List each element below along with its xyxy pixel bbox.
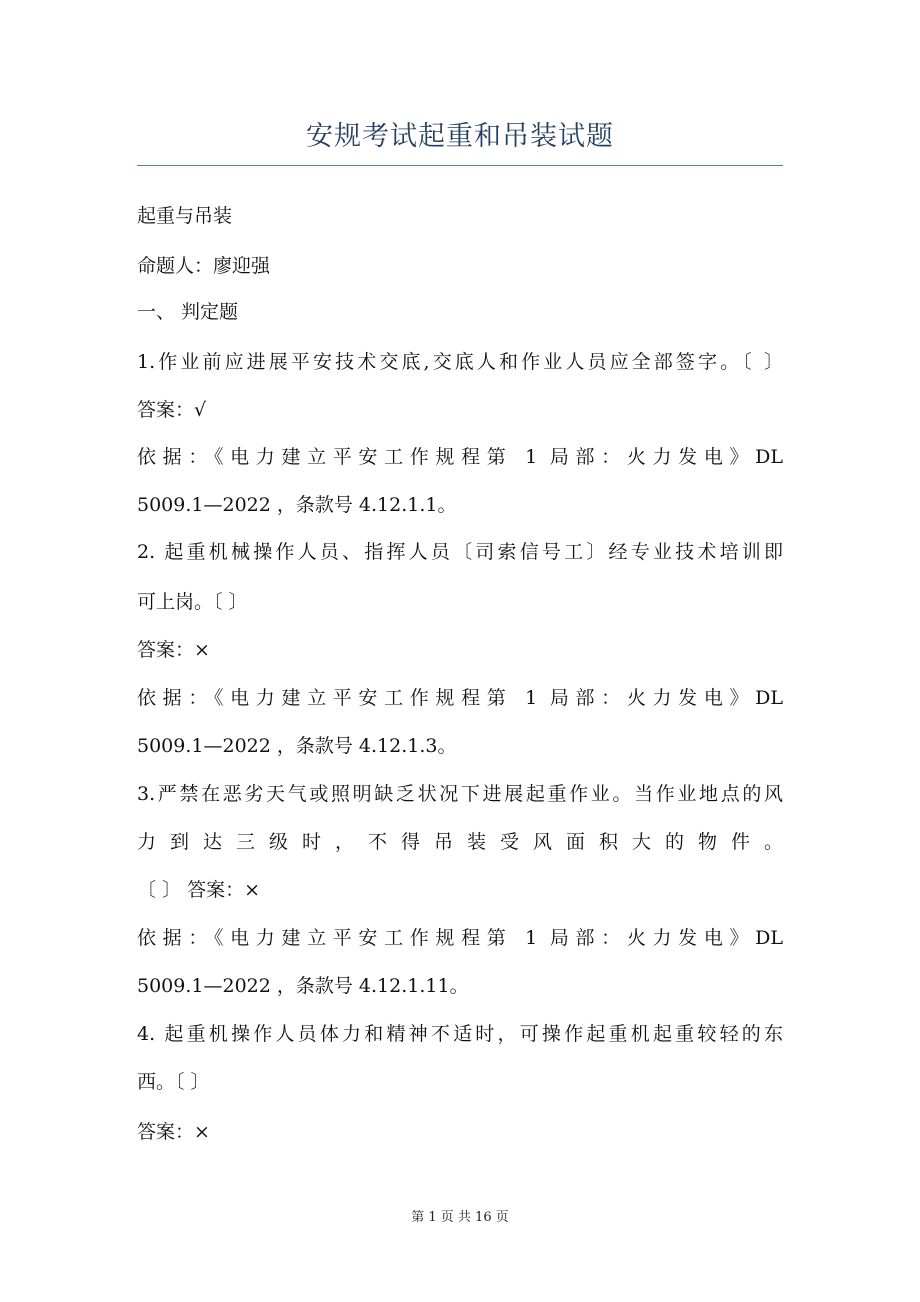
document-text-line: 〔 〕 答案：× — [137, 879, 260, 901]
document-text-line: 依据：《电力建立平安工作规程第 1 局部：火力发电》DL — [137, 927, 783, 949]
document-text-line: 3.严禁在恶劣天气或照明缺乏状况下进展起重作业。当作业地点的风 — [137, 783, 783, 805]
document-title: 安规考试起重和吊装试题 — [306, 121, 614, 152]
document-text-line: 依据：《电力建立平安工作规程第 1 局部：火力发电》DL — [137, 446, 783, 468]
document-text-line: 一、 判定题 — [137, 301, 239, 323]
document-text-line: 答案：√ — [137, 399, 207, 421]
document-text-line: 答案：× — [137, 1121, 210, 1143]
document-text-line: 依据：《电力建立平安工作规程第 1 局部：火力发电》DL — [137, 687, 783, 709]
document-text-line: 5009.1—2022 ，条款号 4.12.1.3。 — [137, 735, 457, 757]
document-text-line: 起重与吊装 — [137, 205, 233, 227]
document-text-line: 5009.1—2022 ，条款号 4.12.1.1。 — [137, 494, 457, 516]
document-text-line: 力到达三级时，不得吊装受风面积大的物件。 — [137, 831, 783, 853]
document-text-line: 2. 起重机械操作人员、指挥人员〔司索信号工〕经专业技术培训即 — [137, 541, 783, 563]
document-text-line: 1.作业前应进展平安技术交底,交底人和作业人员应全部签字。〔 〕 — [137, 351, 783, 373]
document-text-line: 5009.1—2022 ，条款号 4.12.1.11。 — [137, 975, 469, 997]
document-text-line: 西。〔 〕 — [137, 1071, 210, 1093]
document-text-line: 可上岗。〔 〕 — [137, 591, 248, 613]
document-text-line: 命题人：廖迎强 — [137, 255, 271, 277]
document-text-line: 答案：× — [137, 639, 210, 661]
title-underline-divider — [137, 165, 783, 166]
page-footer-pagination: 第 1 页 共 16 页 — [411, 1210, 509, 1225]
document-text-line: 4. 起重机操作人员体力和精神不适时，可操作起重机起重较轻的东 — [137, 1023, 783, 1045]
